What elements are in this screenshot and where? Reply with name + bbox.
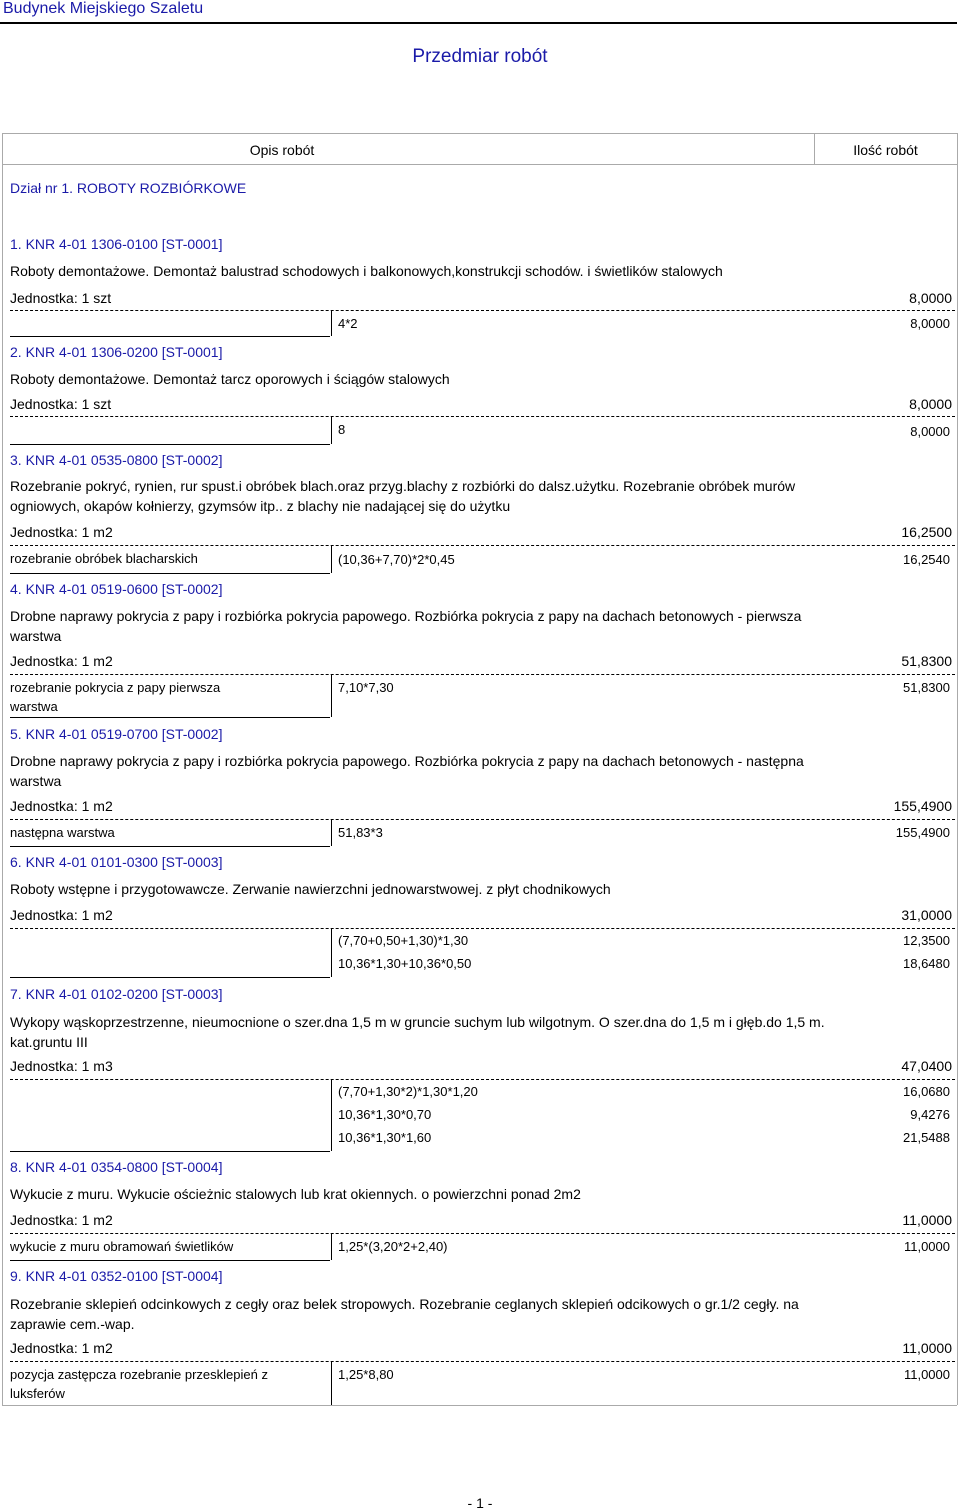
item-total: 155,4900 (893, 798, 952, 814)
item-description: Wykucie z muru. Wykucie ościeżnic stalowych lub krat okiennych. o powierzchni ponad 2m2 (10, 1186, 581, 1202)
item-separator (10, 1233, 955, 1234)
item-unit: Jednostka: 1 m2 (10, 653, 113, 669)
calc-value: 16,0680 (903, 1084, 950, 1099)
item-description: Roboty demontażowe. Demontaż tarcz oporowych i ściągów stalowych (10, 371, 450, 387)
item-unit: Jednostka: 1 m2 (10, 524, 113, 540)
calc-column-divider (331, 1233, 332, 1260)
calc-expression: 10,36*1,30*0,70 (338, 1107, 432, 1122)
item-code: 2. KNR 4-01 1306-0200 [ST-0001] (10, 344, 223, 360)
header-quantity: Ilość robót (853, 142, 918, 158)
calc-label-underline (10, 846, 330, 847)
calc-label-underline (10, 1260, 330, 1261)
calc-value: 16,2540 (903, 552, 950, 567)
item-total: 47,0400 (901, 1058, 952, 1074)
item-code: 1. KNR 4-01 1306-0100 [ST-0001] (10, 236, 223, 252)
item-unit: Jednostka: 1 m3 (10, 1058, 113, 1074)
calc-column-divider (331, 1361, 332, 1405)
item-code: 6. KNR 4-01 0101-0300 [ST-0003] (10, 854, 223, 870)
table-bottom-border (2, 1405, 957, 1406)
item-separator (10, 674, 955, 675)
section-heading: Dział nr 1. ROBOTY ROZBIÓRKOWE (10, 180, 247, 196)
item-separator (10, 545, 955, 546)
calc-label: następna warstwa (10, 825, 115, 840)
page-number: - 1 - (467, 1495, 493, 1511)
calc-value: 12,3500 (903, 933, 950, 948)
calc-expression: 1,25*8,80 (338, 1367, 394, 1382)
item-unit: Jednostka: 1 szt (10, 290, 112, 306)
item-description: Roboty wstępne i przygotowawcze. Zerwanie nawierzchni jednowarstwowej. z płyt chodnikowych (10, 881, 611, 897)
item-separator (10, 1361, 955, 1362)
item-description: Drobne naprawy pokrycia z papy i rozbiórka pokrycia papowego. Rozbiórka pokrycia z papy na dachach betonowych - pierwsza warstwa (10, 608, 802, 644)
calc-label-underline (10, 1151, 330, 1152)
item-code: 5. KNR 4-01 0519-0700 [ST-0002] (10, 726, 223, 742)
header-rule (0, 22, 957, 24)
item-separator (10, 416, 955, 417)
item-total: 11,0000 (902, 1340, 952, 1356)
item-unit: Jednostka: 1 szt (10, 396, 112, 412)
item-separator (10, 1079, 955, 1080)
calc-value: 51,8300 (903, 680, 950, 695)
table-left-border (2, 133, 3, 1405)
item-code: 4. KNR 4-01 0519-0600 [ST-0002] (10, 581, 223, 597)
item-description: Rozebranie sklepień odcinkowych z cegły oraz belek stropowych. Rozebranie ceglanych sklepień odcikowych o gr.1/2 cegły. na zaprawie cem.-wap. (10, 1296, 799, 1332)
item-description: Roboty demontażowe. Demontaż balustrad schodowych i balkonowych,konstrukcji schodów. i świetlików stalowych (10, 263, 723, 279)
item-total: 8,0000 (909, 396, 952, 412)
calc-expression: (7,70+0,50+1,30)*1,30 (338, 933, 469, 948)
calc-value: 11,0000 (903, 1367, 950, 1382)
calc-expression: 1,25*(3,20*2+2,40) (338, 1239, 448, 1254)
calc-label-underline (10, 444, 330, 445)
item-total: 16,2500 (901, 524, 952, 540)
building-name: Budynek Miejskiego Szaletu (3, 0, 204, 17)
calc-value: 8,0000 (910, 316, 950, 331)
calc-label-underline (10, 977, 330, 978)
header-bottom-border (2, 164, 957, 165)
calc-expression: 7,10*7,30 (338, 680, 394, 695)
header-description: Opis robót (249, 142, 315, 158)
item-unit: Jednostka: 1 m2 (10, 798, 113, 814)
calc-label-underline (10, 336, 330, 337)
item-code: 3. KNR 4-01 0535-0800 [ST-0002] (10, 452, 223, 468)
calc-value: 18,6480 (903, 956, 950, 971)
item-description: Wykopy wąskoprzestrzenne, nieumocnione o szer.dna 1,5 m w gruncie suchym lub wilgotnym. O szer.dna do 1,5 m i głęb.do 1,5 m. kat.gruntu III (10, 1014, 825, 1050)
calc-expression: 4*2 (338, 316, 358, 331)
item-code: 9. KNR 4-01 0352-0100 [ST-0004] (10, 1268, 223, 1284)
calc-column-divider (331, 545, 332, 573)
calc-expression: (10,36+7,70)*2*0,45 (338, 552, 455, 567)
calc-value: 21,5488 (903, 1130, 950, 1145)
item-code: 7. KNR 4-01 0102-0200 [ST-0003] (10, 986, 223, 1002)
item-description: Drobne naprawy pokrycia z papy i rozbiórka pokrycia papowego. Rozbiórka pokrycia z papy na dachach betonowych - następna warstwa (10, 753, 804, 789)
calc-column-divider (331, 819, 332, 846)
calc-expression: 51,83*3 (338, 825, 383, 840)
item-total: 11,0000 (902, 1212, 952, 1228)
item-unit: Jednostka: 1 m2 (10, 1212, 113, 1228)
document-title: Przedmiar robót (412, 46, 548, 67)
calc-expression: (7,70+1,30*2)*1,30*1,20 (338, 1084, 478, 1099)
calc-label-underline (10, 573, 330, 574)
item-total: 8,0000 (909, 290, 952, 306)
calc-expression: 10,36*1,30*1,60 (338, 1130, 432, 1145)
item-description: Rozebranie pokryć, rynien, rur spust.i obróbek blach.oraz przyg.blachy z rozbiórki do dalsz.użytku. Rozebranie obróbek murów ogniowych, okapów kołnierzy, gzymsów itp.. z blachy nie nadającej się do użytku (10, 478, 796, 514)
table-right-border (957, 133, 958, 1405)
calc-expression: 8 (338, 422, 346, 437)
calc-label-underline (10, 717, 330, 718)
calc-column-divider (331, 674, 332, 717)
item-total: 51,8300 (901, 653, 952, 669)
item-unit: Jednostka: 1 m2 (10, 907, 113, 923)
item-code: 8. KNR 4-01 0354-0800 [ST-0004] (10, 1159, 223, 1175)
calc-label: rozebranie obróbek blacharskich (10, 551, 198, 566)
item-separator (10, 310, 955, 311)
calc-value: 8,0000 (910, 424, 950, 439)
item-separator (10, 928, 955, 929)
item-unit: Jednostka: 1 m2 (10, 1340, 113, 1356)
calc-column-divider (331, 1079, 332, 1151)
calc-column-divider (331, 416, 332, 444)
calc-expression: 10,36*1,30+10,36*0,50 (338, 956, 472, 971)
calc-label: wykucie z muru obramowań świetlików (10, 1239, 234, 1254)
calc-label: rozebranie pokrycia z papy pierwsza warstwa (10, 680, 221, 714)
calc-value: 11,0000 (903, 1239, 950, 1254)
calc-column-divider (331, 310, 332, 336)
item-total: 31,0000 (901, 907, 952, 923)
calc-label: pozycja zastępcza rozebranie przesklepień z luksferów (10, 1367, 268, 1401)
calc-column-divider (331, 928, 332, 977)
calc-value: 9,4276 (910, 1107, 950, 1122)
calc-value: 155,4900 (895, 825, 950, 840)
item-separator (10, 819, 955, 820)
